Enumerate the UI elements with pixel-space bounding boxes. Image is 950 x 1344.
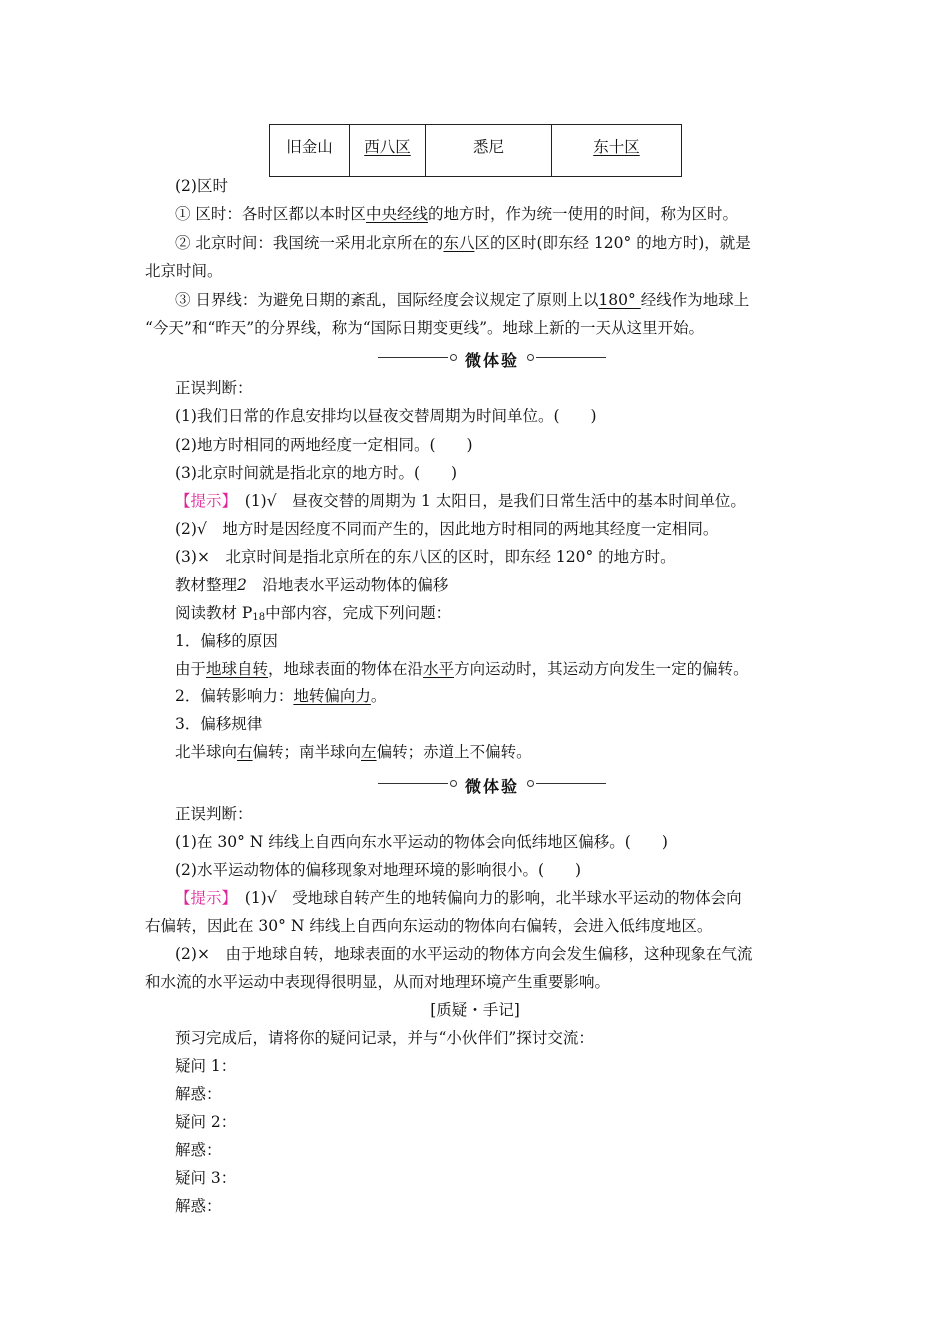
underlined-answer: 中央经线: [365, 205, 428, 223]
question-item: (2)地方时相同的两地经度一定相同。( ): [175, 436, 473, 454]
hint-continuation: 和水流的水平运动中表现得很明显，从而对地理环境产生重要影响。: [145, 973, 611, 991]
question-intro: 正误判断：: [175, 379, 253, 397]
divider-title: 微体验: [464, 777, 519, 796]
paragraph: 北半球向右偏转；南半球向左偏转；赤道上不偏转。: [175, 743, 532, 761]
answer-label: 解惑：: [175, 1141, 222, 1159]
question-item: (1)我们日常的作息安排均以昼夜交替周期为时间单位。( ): [175, 407, 597, 425]
subheading: 2．偏转影响力：地转偏向力。: [175, 687, 387, 705]
hint-line: 【提示】 (1)√ 受地球自转产生的地转偏向力的影响，北半球水平运动的物体会向: [175, 889, 742, 907]
paragraph: ② 北京时间：我国统一采用北京所在的东八区的区时(即东经 120° 的地方时)，就是: [175, 234, 751, 252]
divider-title: 微体验: [464, 351, 519, 370]
section-divider: [378, 774, 606, 794]
paragraph-continuation: 北京时间。: [145, 262, 223, 280]
paragraph: ③ 日界线：为避免日期的紊乱，国际经度会议规定了原则上以180° 经线作为地球上: [175, 291, 750, 309]
section-title: 教材整理2 沿地表水平运动物体的偏移: [175, 576, 449, 594]
underlined-answer: 右: [237, 743, 253, 761]
hint-label: 【提示】: [175, 889, 230, 907]
paragraph-continuation: “今天”和“昨天”的分界线，称为“国际日期变更线”。地球上新的一天从这里开始。: [145, 319, 705, 337]
table-cell: 悉尼: [426, 125, 552, 177]
question-item: (2)水平运动物体的偏移现象对地理环境的影响很小。( ): [175, 861, 582, 879]
answer-label: 解惑：: [175, 1197, 222, 1215]
section-divider: [378, 348, 606, 368]
table-cell: [350, 125, 426, 177]
subheading: 3．偏移规律: [175, 715, 263, 733]
underlined-answer: 180°: [598, 291, 641, 309]
time-zone-table: [269, 124, 682, 177]
notes-intro: 预习完成后，请将你的疑问记录，并与“小伙伴们”探讨交流：: [175, 1029, 594, 1047]
underlined-answer: 地球自转: [206, 660, 269, 678]
underlined-answer: 左: [361, 743, 377, 761]
table-cell: 旧金山: [270, 125, 350, 177]
paragraph: 由于地球自转，地球表面的物体在沿水平方向运动时，其运动方向发生一定的偏转。: [175, 660, 749, 678]
question-intro: 正误判断：: [175, 805, 253, 823]
table-cell: [552, 125, 682, 177]
question-item: (3)北京时间就是指北京的地方时。( ): [175, 464, 458, 482]
hint-line: (2)√ 地方时是因经度不同而产生的，因此地方时相同的两地其经度一定相同。: [175, 520, 719, 538]
underlined-answer: 地转偏向力: [293, 687, 371, 705]
paragraph: ① 区时：各时区都以本时区中央经线的地方时，作为统一使用的时间，称为区时。: [175, 205, 738, 223]
hint-continuation: 右偏转，因此在 30° N 纬线上自西向东运动的物体向右偏转，会进入低纬度地区。: [145, 917, 713, 935]
paragraph: 阅读教材 $P_{18}$中部内容，完成下列问题：: [175, 604, 452, 623]
hint-line: (3)× 北京时间是指北京所在的东八区的区时，即东经 120° 的地方时。: [175, 548, 676, 566]
question-item: (1)在 30° N 纬线上自西向东水平运动的物体会向低纬地区偏移。( ): [175, 833, 668, 851]
underlined-answer: 西八区: [364, 138, 411, 156]
question-label: 疑问 2：: [175, 1113, 237, 1131]
hint-label: 【提示】: [175, 492, 230, 510]
hint-line: 【提示】 (1)√ 昼夜交替的周期为 1 太阳日，是我们日常生活中的基本时间单位。: [175, 492, 746, 510]
answer-label: 解惑：: [175, 1085, 222, 1103]
table-row: [270, 125, 682, 177]
underlined-answer: 东八: [443, 234, 475, 252]
underlined-answer: 东十区: [593, 138, 640, 156]
section-heading: (2)区时: [175, 177, 228, 195]
subheading: 1．偏移的原因: [175, 632, 278, 650]
notes-title: [质疑・手记]: [430, 1001, 520, 1019]
hint-line: (2)× 由于地球自转，地球表面的水平运动的物体方向会发生偏移，这种现象在气流: [175, 945, 753, 963]
question-label: 疑问 1：: [175, 1057, 237, 1075]
question-label: 疑问 3：: [175, 1169, 237, 1187]
underlined-answer: 水平: [423, 660, 455, 678]
